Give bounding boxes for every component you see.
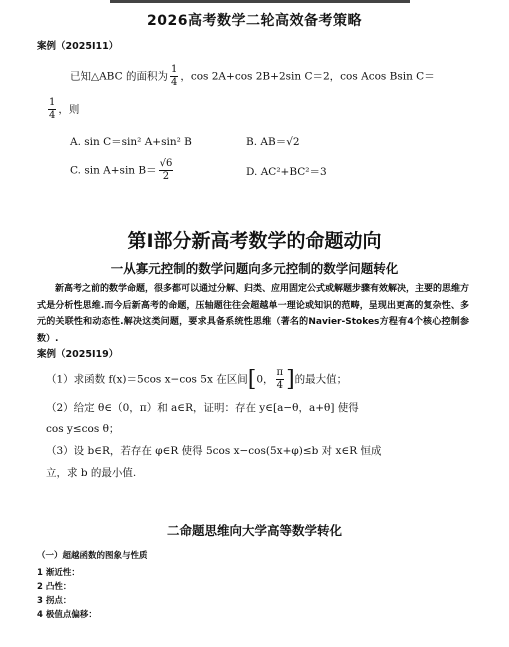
q1-interval-left: 0， xyxy=(256,373,274,386)
section2-title: 二命题思维向大学高等数学转化 xyxy=(166,523,342,538)
section2-item: 1 渐近性： xyxy=(37,568,80,578)
example1-line2-tail: ，则 xyxy=(58,103,80,116)
example1-option-d: D. AC²+BC²＝3 xyxy=(246,166,327,178)
section2-item: 4 极值点偏移： xyxy=(37,610,97,620)
example1-option-b: B. AB＝√2 xyxy=(246,136,300,148)
example1-stem-line2 xyxy=(46,97,79,122)
example1-stem xyxy=(70,64,435,89)
q1-suffix: 的最大值； xyxy=(294,373,348,386)
section1-title: 第Ⅰ部分新高考数学的命题动向 xyxy=(127,230,382,252)
section2-subheading: （一）超越函数的图象与性质 xyxy=(37,551,148,561)
section1-paragraph: 新高考之前的数学命题，很多都可以通过分解、归类、应用固定公式或解题步骤有效解决，主要的思维方式是分析性思维.而今后新高考的命题，压轴题往往会超越单一理论或知识的范畴，呈现出更高的复杂性、多元的关联性和动态性.解决这类问题，要求具备系统性思维（著名的Navier-Stokes方程有4个核心控制参数）. xyxy=(37,284,470,344)
page-top-edge xyxy=(110,0,410,3)
left-bracket: [ xyxy=(247,366,257,392)
example1-label: 案例（2025Ⅰ11） xyxy=(37,41,119,52)
section1-subtitle: 一从寡元控制的数学问题向多元控制的数学问题转化 xyxy=(110,261,399,276)
option-c-fraction xyxy=(159,158,174,183)
document-title: 2026高考数学二轮高效备考策略 xyxy=(147,13,362,29)
option-c-prefix: C. sin A+sin B＝ xyxy=(70,164,157,177)
example1-stem-part2: ，cos 2A+cos 2B+2sin C＝2，cos Acos Bsin C＝ xyxy=(180,70,435,83)
example1-line2-fraction xyxy=(48,97,56,122)
q1-fraction xyxy=(276,367,285,392)
fraction-denominator: 4 xyxy=(49,110,56,121)
fraction-numerator: 1 xyxy=(49,97,56,108)
fraction-denominator: 2 xyxy=(162,171,170,182)
section2-item: 3 拐点： xyxy=(37,596,72,606)
fraction-numerator: π xyxy=(276,367,284,378)
fraction-denominator: 4 xyxy=(170,77,178,88)
example1-option-a: A. sin C＝sin² A+sin² B xyxy=(70,136,192,148)
example2-question3-line1: （3）设 b∈R，若存在 φ∈R 使得 5cos x−cos(5x+φ)≤b 对 x∈R 恒成 xyxy=(46,445,382,457)
example2-question2-line2: cos y≤cos θ； xyxy=(46,423,120,435)
fraction-numerator: 1 xyxy=(170,64,178,75)
q1-prefix: （1）求函数 f(x)＝5cos x−cos 5x 在区间 xyxy=(46,373,248,386)
example2-label: 案例（2025Ⅰ19） xyxy=(37,349,119,360)
example1-stem-fraction xyxy=(170,64,178,89)
section2-item: 2 凸性： xyxy=(37,582,72,592)
example1-option-c xyxy=(70,158,175,183)
example2-question2-line1: （2）给定 θ∈（0，π）和 a∈R，证明：存在 y∈[a−θ，a+θ] 使得 xyxy=(46,402,359,414)
example2-question1 xyxy=(46,367,347,392)
example2-question3-line2: 立，求 b 的最小值. xyxy=(46,467,137,479)
example1-stem-part1: 已知△ABC 的面积为 xyxy=(70,70,168,83)
fraction-denominator: 4 xyxy=(276,380,283,391)
right-bracket: ] xyxy=(286,366,295,392)
fraction-numerator: √6 xyxy=(159,158,173,169)
